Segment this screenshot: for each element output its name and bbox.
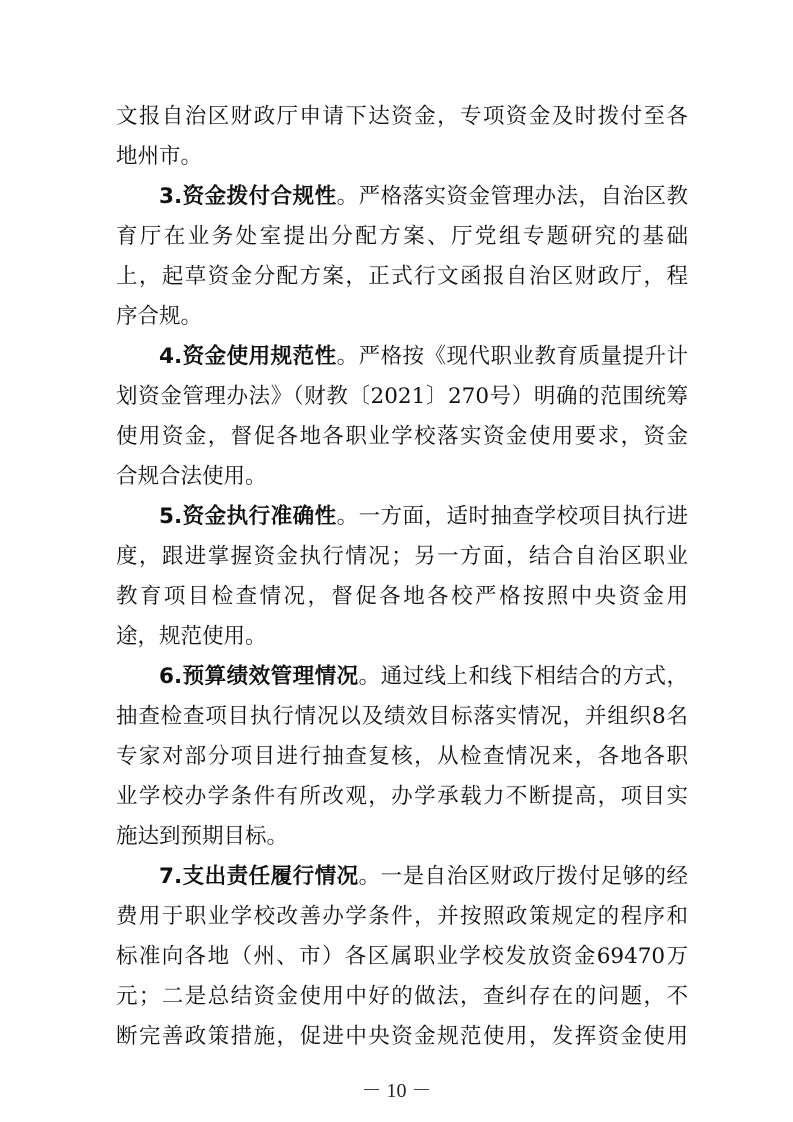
body-line: 专家对部分项目进行抽查复核，从检查情况来，各地各职 <box>116 744 688 769</box>
body-line: 上，起草资金分配方案，正式行文函报自治区财政厅，程 <box>116 264 688 289</box>
section-heading: 3.资金拨付合规性 <box>159 184 337 209</box>
body-line: 断完善政策措施，促进中央资金规范使用，发挥资金使用 <box>116 1024 688 1049</box>
section-heading: 5.资金执行准确性 <box>159 504 337 529</box>
paragraph-first-line <box>116 177 688 217</box>
body-text: 。严格落实资金管理办法，自治区教 <box>336 184 688 209</box>
paragraph-first-line <box>116 337 688 377</box>
body-line: 划资金管理办法》（财教〔2021〕270号）明确的范围统筹 <box>116 384 688 409</box>
body-line: 费用于职业学校改善办学条件，并按照政策规定的程序和 <box>116 904 688 929</box>
section-heading: 6.预算绩效管理情况 <box>159 664 359 689</box>
body-line: 文报自治区财政厅申请下达资金，专项资金及时拨付至各 <box>116 104 688 129</box>
body-line: 度，跟进掌握资金执行情况；另一方面，结合自治区职业 <box>116 544 688 569</box>
body-line: 育厅在业务处室提出分配方案、厅党组专题研究的基础 <box>116 224 688 249</box>
body-line: 元；二是总结资金使用中好的做法，查纠存在的问题，不 <box>116 984 688 1009</box>
body-line: 地州市。 <box>116 144 203 169</box>
body-line: 序合规。 <box>116 304 203 329</box>
body-line: 施达到预期目标。 <box>116 824 289 849</box>
document-body <box>116 97 688 1057</box>
body-text: 。通过线上和线下相结合的方式， <box>358 664 688 689</box>
body-line: 使用资金，督促各地各职业学校落实资金使用要求，资金 <box>116 424 688 449</box>
body-line: 抽查检查项目执行情况以及绩效目标落实情况，并组织8名 <box>116 704 688 729</box>
body-text: 。一方面，适时抽查学校项目执行进 <box>336 504 688 529</box>
page-number: － 10 － <box>361 1080 432 1102</box>
body-line: 途，规范使用。 <box>116 624 267 649</box>
body-line: 合规合法使用。 <box>116 464 267 489</box>
paragraph-first-line <box>116 497 688 537</box>
section-heading: 4.资金使用规范性 <box>159 344 337 369</box>
section-heading: 7.支出责任履行情况 <box>159 864 359 889</box>
paragraph-first-line <box>116 857 688 897</box>
body-text: 。严格按《现代职业教育质量提升计 <box>336 344 688 369</box>
body-line: 教育项目检查情况，督促各地各校严格按照中央资金用 <box>116 584 688 609</box>
paragraph-first-line <box>116 657 688 697</box>
body-line: 标准向各地（州、市）各区属职业学校发放资金69470万 <box>116 944 688 969</box>
body-text: 。一是自治区财政厅拨付足够的经 <box>358 864 688 889</box>
body-line: 业学校办学条件有所改观，办学承载力不断提高，项目实 <box>116 784 688 809</box>
